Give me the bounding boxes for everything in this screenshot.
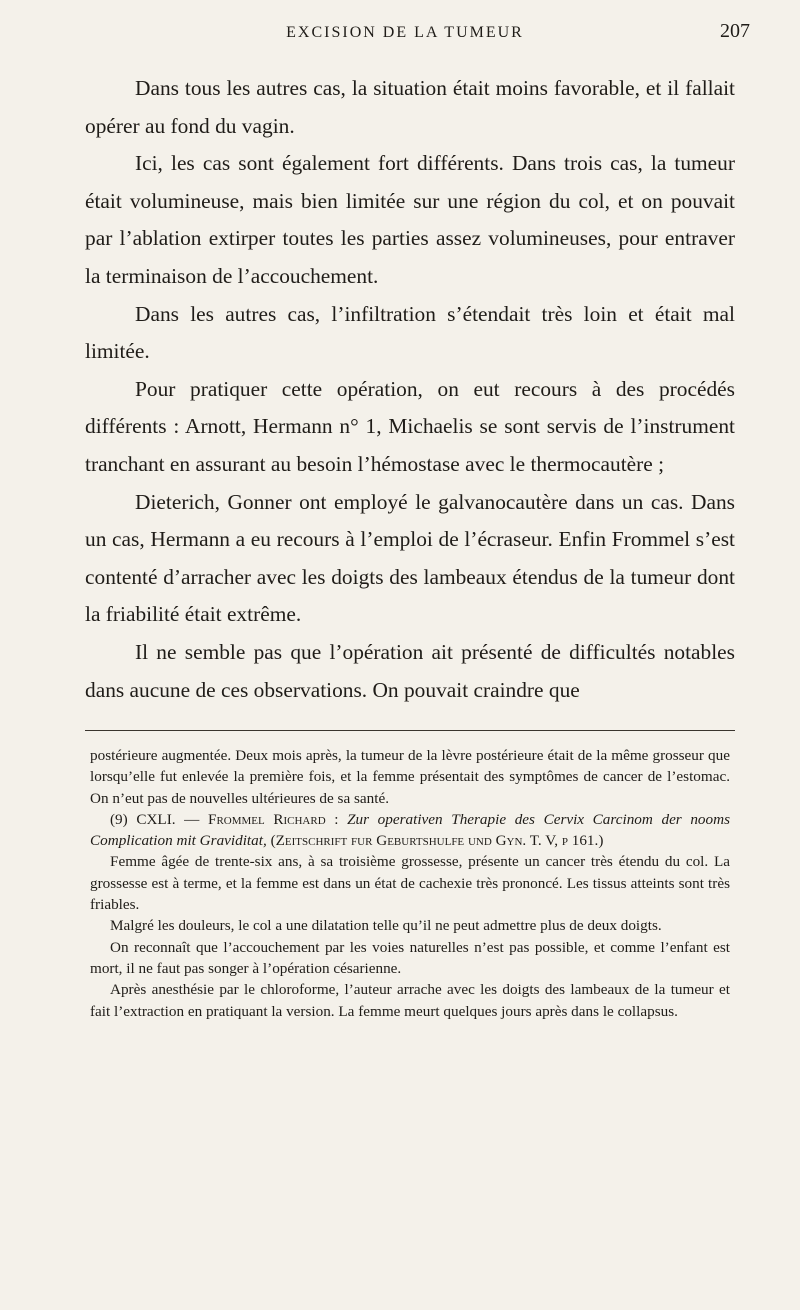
main-text xyxy=(85,70,735,709)
note-number: (9) CXLI. — xyxy=(110,810,200,828)
running-title: EXCISION DE LA TUMEUR xyxy=(286,24,524,41)
footnote-paragraph: Après anesthésie par le chloroforme, l’auteur arrache avec les doigts des lambeaux de la tumeur et fait l’extraction en pratiquant la version. La femme meurt quelques jours après dans le collapsus. xyxy=(90,981,730,1020)
paragraph: Dans tous les autres cas, la situation était moins favorable, et il fallait opérer au fond du vagin. xyxy=(85,76,735,138)
paragraph: Dieterich, Gonner ont employé le galvanocautère dans un cas. Dans un cas, Hermann a eu recours à l’emploi de l’écraseur. Enfin Frommel s’est contenté d’arracher avec les doigts des lambeaux étendus de la tumeur dont la friabilité était extrême. xyxy=(85,489,735,627)
paragraph: Pour pratiquer cette opération, on eut recours à des procédés différents : Arnott, Hermann n° 1, Michaelis se sont servis de l’instrument tranchant en assurant au besoin l’hémostase avec le thermocautère ; xyxy=(85,376,735,476)
page-header xyxy=(60,18,750,58)
footnote-reference xyxy=(90,809,730,852)
note-source: (Zeitschrift fur Geburtshulfe und Gyn. T. V, p 161.) xyxy=(270,832,604,850)
note-author: Frommel Richard : xyxy=(208,810,339,828)
paragraph: Il ne semble pas que l’opération ait présenté de difficultés notables dans aucune de ces observations. On pouvait craindre que xyxy=(85,639,735,702)
paragraph: Dans les autres cas, l’infiltration s’étendait très loin et était mal limitée. xyxy=(85,301,735,364)
note-title: Zur operativen Therapie des Cervix Carcinom der nooms Complication mit Graviditat, xyxy=(90,810,730,850)
footnote-paragraph: Femme âgée de trente-six ans, à sa troisième grossesse, présente un cancer très étendu du col. La grossesse est à terme, et la femme est dans un état de cachexie très prononcé. Les tissus atteints sont très friables. xyxy=(90,853,730,914)
footnotes xyxy=(90,745,730,1022)
footnote-separator xyxy=(85,730,735,731)
footnote-paragraph: On reconnaît que l’accouchement par les voies naturelles n’est pas possible, et comme l’enfant est mort, il ne faut pas songer à l’opération césarienne. xyxy=(90,938,730,977)
paragraph: Ici, les cas sont également fort différents. Dans trois cas, la tumeur était volumineuse, mais bien limitée sur une région du col, et on pouvait par l’ablation extirper toutes les parties assez volumineuses, pour entraver la terminaison de l’accouchement. xyxy=(85,151,735,288)
page-number: 207 xyxy=(720,20,750,42)
footnote-paragraph: Malgré les douleurs, le col a une dilatation telle qu’il ne peut admettre plus de deux doigts. xyxy=(110,917,662,935)
footnote-continuation: postérieure augmentée. Deux mois après, la tumeur de la lèvre postérieure était de la même grosseur que lorsqu’elle fut enlevée la première fois, et la femme présentait des symptômes de cancer de l’estomac. On n’eut pas de nouvelles ultérieures de sa santé. xyxy=(90,747,730,807)
